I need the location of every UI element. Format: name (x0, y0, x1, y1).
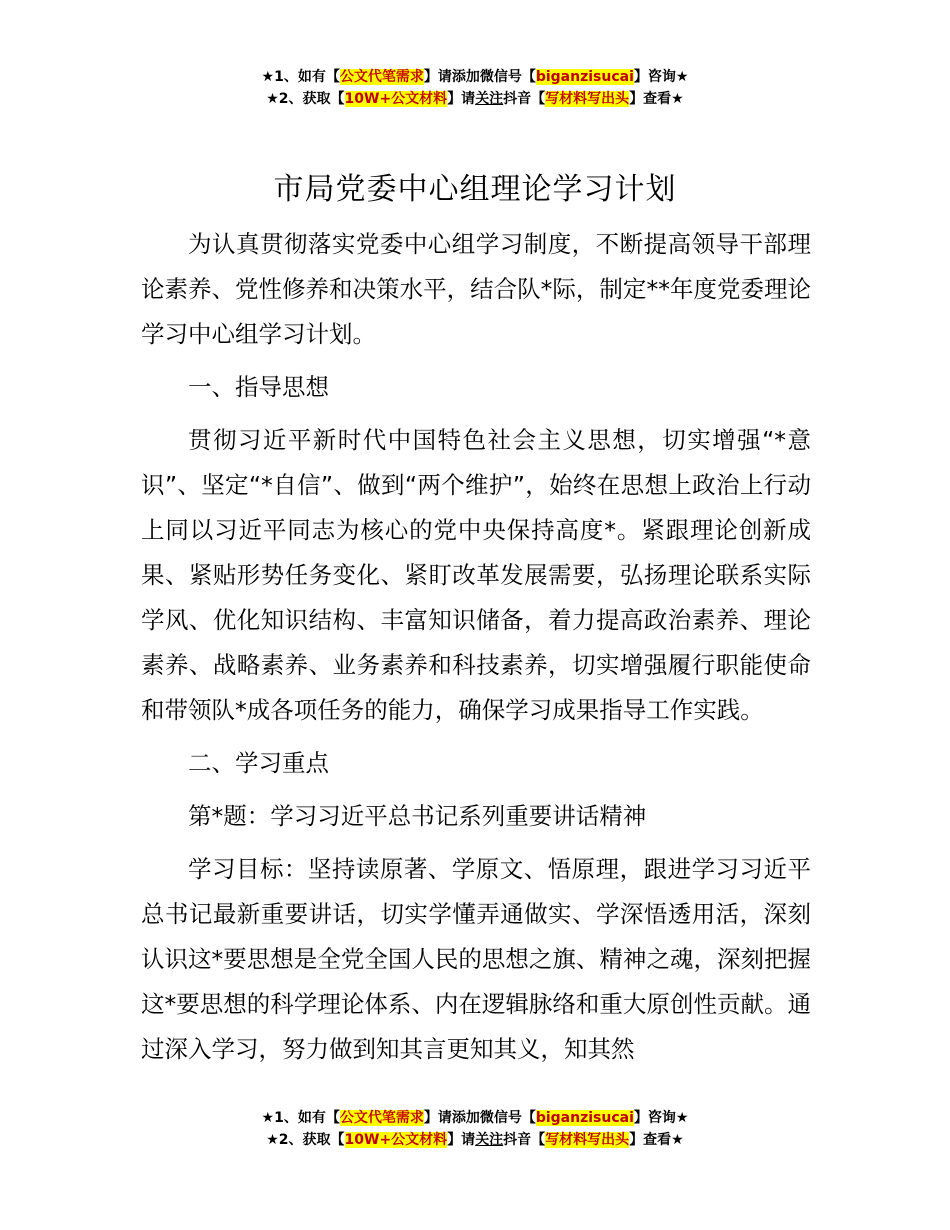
banner-text: ★2、获取【 (266, 91, 345, 107)
banner-text: 】咨询★ (633, 1110, 689, 1126)
banner-underline: 关注 (475, 91, 504, 107)
footer-banner (0, 1107, 950, 1151)
banner-highlight: 10W+公文材料 (344, 1132, 448, 1148)
douyin-id-highlight: 写材料写出头 (545, 91, 630, 107)
banner-text: ★2、获取【 (266, 1132, 345, 1148)
banner-text: ★1、如有【 (261, 69, 340, 85)
banner-line-2 (0, 1129, 950, 1151)
banner-text: 】请 (447, 91, 476, 107)
document-body (141, 222, 811, 1080)
banner-highlight: 10W+公文材料 (344, 91, 448, 107)
douyin-id-highlight: 写材料写出头 (545, 1132, 630, 1148)
banner-text: ★1、如有【 (261, 1110, 340, 1126)
banner-text: 】查看★ (629, 1132, 684, 1148)
banner-highlight: 公文代笔需求 (339, 69, 424, 85)
paragraph-study-goal: 学习目标：坚持读原著、学原文、悟原理，跟进学习习近平总书记最新重要讲话，切实学懂弄通做实、学深悟透用活，深刻认识这*要思想是全党全国人民的思想之旗、精神之魂，深刻把握这*要思想的科学理论体系、内在逻辑脉络和重大原创性贡献。通过深入学习，努力做到知其言更知其义，知其然 (141, 855, 811, 1063)
banner-text: 】请添加微信号【 (423, 69, 536, 85)
banner-line-1 (0, 1107, 950, 1129)
banner-underline: 关注 (475, 1132, 504, 1148)
banner-text: 抖音【 (503, 1132, 546, 1148)
banner-text: 】咨询★ (633, 69, 689, 85)
heading-guiding-ideology: 一、指导思想 (188, 373, 329, 401)
paragraph-guiding-ideology: 贯彻习近平新时代中国特色社会主义思想，切实增强“*意识”、坚定“*自信”、做到“两个维护”，始终在思想上政治上行动上同以习近平同志为核心的党中央保持高度*。紧跟理论创新成果、紧贴形势任务变化、紧盯改革发展需要，弘扬理论联系实际学风、优化知识结构、丰富知识储备，着力提高政治素养、理论素养、战略素养、业务素养和科技素养，切实增强履行职能使命和带领队*成各项任务的能力，确保学习成果指导工作实践。 (141, 426, 811, 724)
banner-text: 】查看★ (629, 91, 684, 107)
wechat-id-highlight: biganzisucai (535, 69, 634, 85)
heading-study-focus: 二、学习重点 (188, 749, 329, 777)
header-banner (0, 66, 950, 110)
banner-line-2 (0, 88, 950, 110)
banner-text: 】请添加微信号【 (423, 1110, 536, 1126)
banner-text: 抖音【 (503, 91, 546, 107)
subheading-topic: 第*题：学习习近平总书记系列重要讲话精神 (188, 802, 647, 830)
paragraph-intro: 为认真贯彻落实党委中心组学习制度，不断提高领导干部理论素养、党性修养和决策水平，结合队*际，制定**年度党委理论学习中心组学习计划。 (141, 230, 811, 348)
banner-highlight: 公文代笔需求 (339, 1110, 424, 1126)
banner-text: 】请 (447, 1132, 476, 1148)
document-title: 市局党委中心组理论学习计划 (273, 172, 677, 207)
wechat-id-highlight: biganzisucai (535, 1110, 634, 1126)
banner-line-1 (0, 66, 950, 88)
